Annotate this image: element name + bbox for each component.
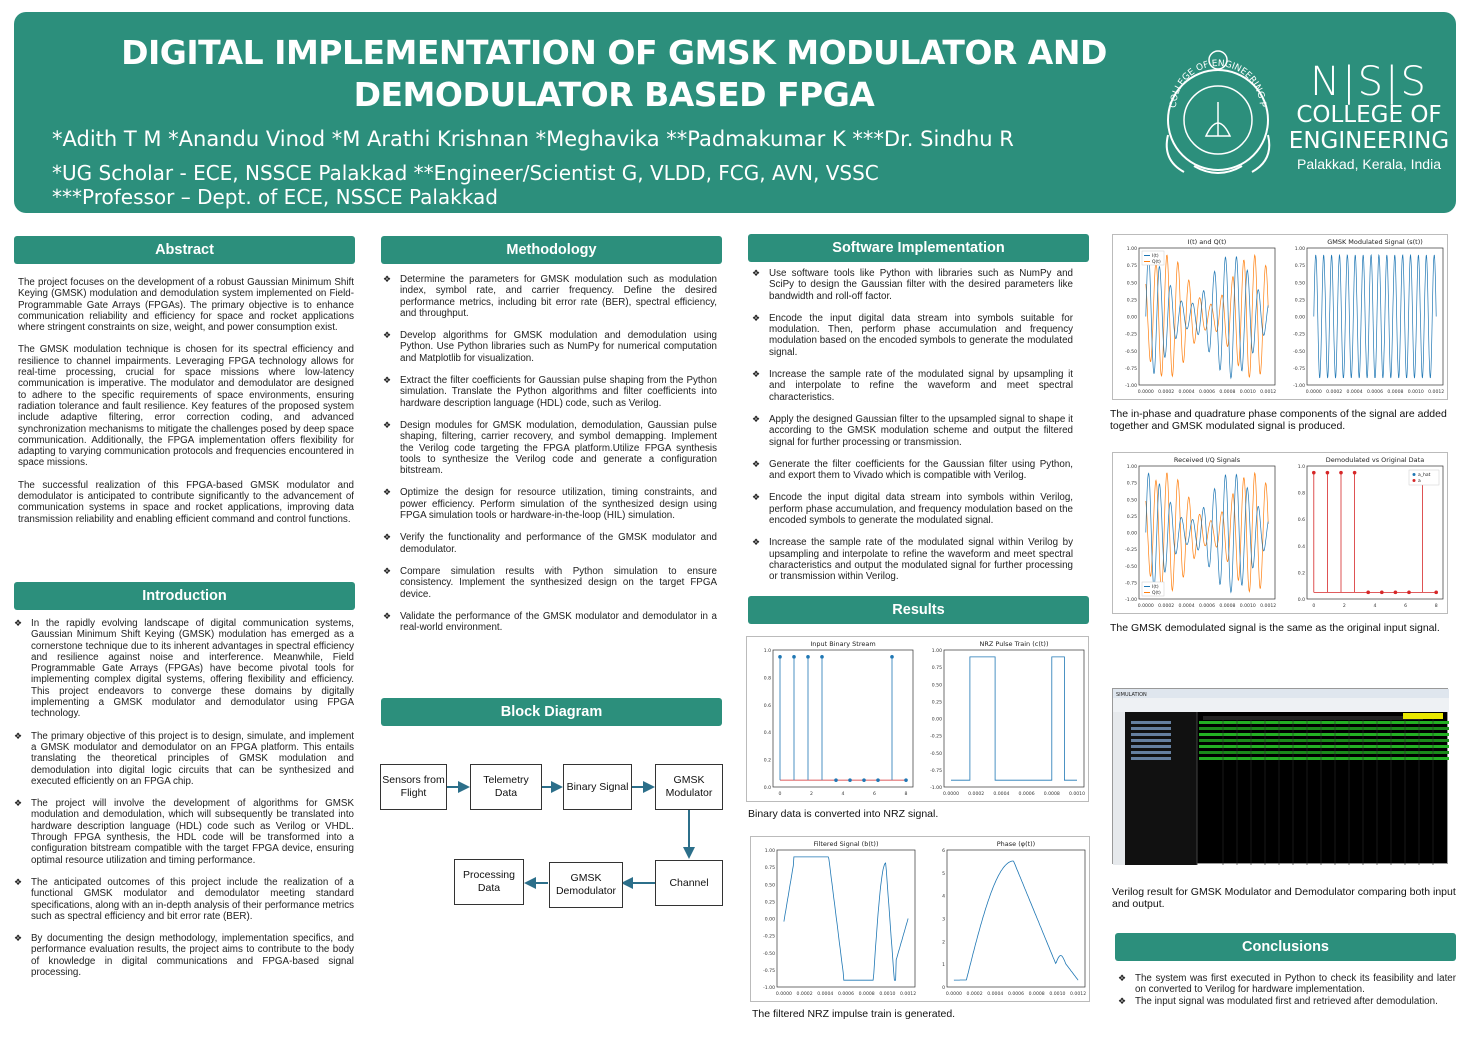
logo-nss: N|S|S [1310, 59, 1428, 105]
y-tick-label: -0.75 [1293, 366, 1305, 372]
methodology-item: ❖ Validate the performance of the GMSK modulator and demodulator in a real-world environment. [383, 611, 717, 634]
emblem-text: COLLEGE OF ENGINEERING P [1168, 58, 1268, 109]
y-tick-label: 0.50 [1126, 281, 1137, 287]
block-processing-data: Processing Data [454, 859, 524, 905]
modulation-figure [1112, 234, 1448, 400]
methodology-item: ❖ Extract the filter coefficients for Gaussian pulse shaping from the Python simulation. Translate the Python algorithms and filter coefficients into hardware description language (HDL) code, such as Verilog. [383, 375, 717, 409]
chart-iq2 [1113, 453, 1281, 615]
x-tick-label: 0.0006 [1198, 604, 1216, 609]
x-tick-label: 0.0004 [1178, 604, 1195, 609]
software-item: ❖ Increase the sample rate of the modulated signal within Verilog by upsampling and interpolate to refine the waveform and meet spectral characteristics and output the modulated signal for further processing or transmission within Verilog. [752, 537, 1073, 582]
chart-mod [1281, 235, 1449, 401]
x-tick-label: 0.0002 [1326, 390, 1343, 395]
software-item: ❖ Increase the sample rate of the modulated signal by upsampling it and interpolate to refine the waveform and meet spectral characteristics. [752, 369, 1073, 403]
y-tick-label: 0.25 [1126, 514, 1137, 520]
svg-text:COLLEGE OF ENGINEERING PALAKKA [1154, 40, 1267, 108]
introduction-list [14, 618, 354, 989]
conclusions-heading: Conclusions [1115, 933, 1456, 961]
x-tick-label: 0.0004 [987, 992, 1004, 997]
y-tick-label: 0.25 [1126, 298, 1137, 304]
college-logo [1284, 59, 1454, 174]
chart-title: I(t) and Q(t) [1187, 238, 1227, 246]
x-tick-label: 0.0006 [837, 992, 855, 997]
x-tick-label: 6 [1404, 604, 1408, 609]
y-tick-label: 0.6 [763, 703, 771, 709]
y-tick-label: -1.00 [1293, 384, 1305, 389]
y-tick-label: 0.50 [931, 683, 942, 689]
waveform-trace [1199, 751, 1449, 754]
y-tick-label: 0.4 [763, 731, 771, 737]
software-item: ❖ Encode the input digital data stream into symbols suitable for modulation. Then, perform phase accumulation and frequency modulation based on the encoded symbols to generate the modulated signal. [752, 313, 1073, 358]
y-tick-label: 0.2 [763, 758, 771, 764]
y-tick-label: -0.25 [1125, 332, 1137, 338]
x-tick-label: 0 [778, 792, 782, 797]
x-tick-label: 2 [810, 792, 813, 797]
y-tick-label: 0.75 [1294, 264, 1305, 270]
x-tick-label: 0.0012 [900, 992, 917, 997]
stem-marker [862, 778, 866, 782]
results-caption-1: Binary data is converted into NRZ signal. [748, 808, 939, 820]
logo-college-line2: ENGINEERING [1288, 128, 1450, 154]
x-tick-label: 0.0010 [1068, 792, 1086, 797]
y-tick-label: 3 [942, 917, 945, 923]
y-tick-label: 0.8 [763, 676, 771, 682]
stem-marker [792, 655, 796, 659]
y-tick-label: 0.75 [764, 866, 775, 872]
y-tick-label: -0.50 [1125, 349, 1137, 355]
abstract-paragraph: The GMSK modulation technique is chosen for its spectral efficiency and resilience to channel impairments. Leveraging FPGA technology allows for real-time processing, crucial for space missions where low-latency communication is imperative. The modulator and demodulator are designed to adhere to the specific requirements of space environments, ensuring radiation tolerance and fault resilience. Key features of the proposed system include adaptive filtering, error correction coding, and advanced synchronization mechanisms to mitigate the challenges posed by deep space communication. Additionally, the FPGA implementation offers flexibility for adapting to varying communication protocols and frequencies encountered in space missions. [18, 344, 354, 469]
methodology-item: ❖ Determine the parameters for GMSK modulation such as modulation index, symbol rate, and carrier frequency. Define the desired performance metrics, including bit error rate (BER), spectral efficiency, and throughput. [383, 274, 717, 319]
x-tick-label: 0.0000 [1137, 604, 1154, 609]
y-tick-label: 1.00 [1294, 247, 1305, 252]
signal-name [1131, 721, 1171, 724]
y-tick-label: 0.25 [1294, 298, 1305, 304]
y-tick-label: -0.50 [1125, 564, 1137, 570]
x-tick-label: 6 [873, 792, 876, 797]
demodulation-caption: The GMSK demodulated signal is the same as the original input signal. [1110, 622, 1440, 634]
signal-name [1131, 757, 1171, 760]
y-tick-label: 0.00 [1126, 315, 1137, 321]
x-tick-label: 0.0000 [1137, 390, 1154, 395]
y-tick-label: 0.6 [1297, 518, 1305, 524]
poster-header [14, 12, 1456, 213]
x-tick-label: 8 [1434, 604, 1438, 609]
y-tick-label: -1.00 [930, 786, 942, 791]
x-tick-label: 0.0012 [1260, 604, 1277, 609]
chart-title: Received I/Q Signals [1173, 456, 1241, 464]
stem-marker [876, 778, 880, 782]
chart-title: Filtered Signal (b(t)) [813, 840, 879, 848]
y-tick-label: 1.00 [764, 849, 775, 854]
x-tick-label: 0.0008 [858, 992, 875, 997]
x-tick-label: 0.0006 [1198, 390, 1216, 395]
y-tick-label: 0.0 [1297, 598, 1305, 603]
waveform-trace [1199, 733, 1449, 736]
y-tick-label: -1.00 [763, 986, 775, 991]
logo-college-line1: COLLEGE OF [1296, 102, 1442, 128]
signal-name [1131, 733, 1171, 736]
chart-title: NRZ Pulse Train (c(t)) [979, 640, 1049, 648]
waveform-trace [1199, 739, 1449, 742]
y-tick-label: 1.00 [1126, 465, 1137, 470]
chart-title: Demodulated vs Original Data [1325, 456, 1425, 464]
x-tick-label: 0.0004 [1178, 390, 1195, 395]
x-tick-label: 0.0010 [879, 992, 896, 997]
chart-title: GMSK Modulated Signal (s(t)) [1327, 238, 1423, 246]
logo-place: Palakkad, Kerala, India [1297, 156, 1441, 172]
introduction-item: ❖ By documenting the design methodology, implementation specifics, and performance evaluation results, the project aims to contribute to the body of knowledge in digital communications and FPGA-based signal processing. [14, 933, 354, 978]
introduction-heading: Introduction [14, 582, 355, 610]
plot-area [777, 850, 915, 987]
y-tick-label: 0.25 [764, 900, 775, 906]
x-tick-label: 0.0002 [1158, 390, 1175, 395]
waveform-trace [1199, 757, 1449, 760]
legend-marker [1413, 479, 1416, 482]
conclusions-list [1118, 973, 1456, 1007]
conclusion-item: ❖ The system was first executed in Python to check its feasibility and later on converted to Verilog for hardware implementation. [1118, 973, 1456, 996]
chart-title: Input Binary Stream [810, 640, 876, 648]
x-tick-label: 0.0012 [1428, 390, 1445, 395]
chart-title: Phase (φ(t)) [996, 840, 1036, 848]
x-tick-label: 0.0004 [993, 792, 1010, 797]
y-tick-label: 0.25 [931, 700, 942, 706]
waveform-trace [1199, 727, 1449, 730]
x-tick-label: 0.0010 [1049, 992, 1066, 997]
x-tick-label: 0.0002 [796, 992, 813, 997]
stem-marker [1407, 591, 1411, 595]
abstract-paragraph: The project focuses on the development of a robust Gaussian Minimum Shift Keying (GMSK) modulation and demodulation system implemented on Field-Programmable Gate Arrays (FPGAs). The primary objective is to enhance communication reliability and efficiency for space and rocket applications where stringent constraints on size, weight, and power consumption exist. [18, 277, 354, 334]
y-tick-label: 1 [942, 963, 945, 969]
methodology-item: ❖ Verify the functionality and performance of the GMSK modulator and demodulator. [383, 532, 717, 555]
stem-marker [806, 655, 810, 659]
plot-area [944, 650, 1084, 787]
software-item: ❖ Encode the input digital data stream into symbols within Verilog, perform phase accumulation, and frequency modulation based on the encoded symbols to generate the modulated signal. [752, 492, 1073, 526]
results-caption-2: The filtered NRZ impulse train is generated. [752, 1008, 956, 1020]
x-tick-label: 0.0010 [1407, 390, 1424, 395]
legend-marker [1413, 473, 1416, 476]
x-tick-label: 0.0004 [817, 992, 834, 997]
abstract-paragraph: The successful realization of this FPGA-based GMSK modulator and demodulator is anticipated to contribute significantly to the advancement of communication systems in space and rocket applications, improving data transmission reliability and enabling efficient command and control functions. [18, 479, 354, 525]
chart-iq [1113, 235, 1281, 401]
college-emblem-icon [1154, 40, 1282, 190]
x-tick-label: 0.0008 [1028, 992, 1045, 997]
x-tick-label: 0.0008 [1219, 390, 1236, 395]
x-tick-label: 0.0012 [1260, 390, 1277, 395]
methodology-item: ❖ Design modules for GMSK modulation, demodulation, Gaussian pulse shaping, filtering, carrier recovery, and symbol demapping. Implement the Verilog code targeting the FPGA platform.Utilize FPGA synthesis tools to synthesize the Verilog code and generate a configuration bitstream. [383, 420, 717, 476]
legend-label: I(t) [1152, 585, 1159, 590]
abstract-body [18, 277, 354, 536]
verilog-caption: Verilog result for GMSK Modulator and Demodulator comparing both input and output. [1112, 886, 1456, 910]
x-tick-label: 0.0002 [968, 792, 985, 797]
block-telemetry: Telemetry Data [470, 764, 542, 810]
plot-area [1139, 466, 1275, 599]
introduction-item: ❖ The anticipated outcomes of this project include the realization of a functional GMSK modulator and demodulator meeting standard specifications, along with an in-depth analysis of their performance metrics such as spectral efficiency and bit error rate (BER). [14, 877, 354, 922]
stem-marker [1312, 471, 1316, 475]
x-tick-label: 4 [1373, 604, 1377, 609]
results-figure-2 [750, 836, 1090, 1002]
y-tick-label: 0.2 [1297, 571, 1305, 577]
stem-marker [890, 655, 894, 659]
y-tick-label: 0 [942, 986, 945, 991]
software-item: ❖ Apply the designed Gaussian filter to the upsampled signal to shape it according to the GMSK modulation scheme and output the filtered signal for further processing or transmission. [752, 414, 1073, 448]
x-tick-label: 4 [841, 792, 845, 797]
affiliation-2: ***Professor – Dept. of ECE, NSSCE Palakkad [52, 185, 498, 209]
x-tick-label: 0.0012 [1070, 992, 1087, 997]
x-tick-label: 8 [904, 792, 908, 797]
chart-stem [747, 637, 919, 803]
modulation-caption: The in-phase and quadrature phase components of the signal are added together and GMSK modulated signal is produced. [1110, 408, 1447, 432]
y-tick-label: 0.50 [1126, 498, 1137, 504]
x-tick-label: 0.0006 [1007, 992, 1025, 997]
y-tick-label: -0.75 [1125, 366, 1137, 372]
signal-name [1131, 739, 1171, 742]
plot-area [947, 850, 1085, 987]
legend-label: Q(t) [1152, 260, 1161, 265]
introduction-item: ❖ The project will involve the development of algorithms for GMSK modulation and demodulation, which will subsequently be translated into hardware description language (HDL) code such as Verilog or VHDL. Through FPGA synthesis, the HDL code will be transformed into a configuration bitstream compatible with the target FPGA device, ensuring optimal resource utilization and timing performance. [14, 798, 354, 866]
block-diagram [378, 742, 723, 922]
legend-label: a_hat [1418, 473, 1431, 478]
y-tick-label: 0.00 [1126, 531, 1137, 537]
x-tick-label: 0.0004 [1346, 390, 1363, 395]
block-binary-signal: Binary Signal [563, 764, 632, 810]
software-item: ❖ Use software tools like Python with libraries such as NumPy and SciPy to design the Gaussian filter with the desired parameters like bandwidth and roll-off factor. [752, 268, 1073, 302]
x-tick-label: 0.0002 [966, 992, 983, 997]
stem-marker [1339, 471, 1343, 475]
methodology-heading: Methodology [381, 236, 722, 264]
stem-marker [904, 778, 908, 782]
results-figure-1 [746, 636, 1089, 802]
legend-label: I(t) [1152, 254, 1159, 259]
y-tick-label: 0.8 [1297, 491, 1305, 497]
y-tick-label: -1.00 [1125, 598, 1137, 603]
y-tick-label: -0.75 [1125, 581, 1137, 587]
stem-marker [1394, 591, 1398, 595]
y-tick-label: 0.4 [1297, 544, 1305, 550]
simulation-title: SIMULATION [1116, 692, 1147, 698]
legend-label: a [1418, 479, 1421, 484]
y-tick-label: 1.00 [1126, 247, 1137, 252]
x-tick-label: 0.0008 [1219, 604, 1236, 609]
software-list [752, 268, 1073, 594]
y-tick-label: -0.25 [763, 934, 775, 940]
stem-marker [1380, 591, 1384, 595]
chart-filt [751, 837, 921, 1003]
y-tick-label: -0.25 [1125, 548, 1137, 554]
y-tick-label: 5 [942, 871, 945, 877]
y-tick-label: 2 [942, 940, 945, 946]
y-tick-label: 0.00 [764, 917, 775, 923]
y-tick-label: 0.50 [764, 883, 775, 889]
vivado-simulation-screenshot [1112, 688, 1448, 864]
methodology-list [383, 274, 717, 644]
y-tick-label: 0.00 [931, 717, 942, 723]
conclusion-item: ❖ The input signal was modulated first and retrieved after demodulation. [1118, 996, 1456, 1007]
y-tick-label: -0.75 [930, 768, 942, 774]
methodology-item: ❖ Develop algorithms for GMSK modulation and demodulation using Python. Use Python libraries such as NumPy for numerical computation and Matplotlib for visualization. [383, 330, 717, 364]
y-tick-label: 0.0 [763, 786, 771, 791]
block-diagram-heading: Block Diagram [381, 698, 722, 726]
y-tick-label: 0.75 [1126, 481, 1137, 487]
y-tick-label: -0.25 [1293, 332, 1305, 338]
chart-nrz [918, 637, 1090, 803]
demodulation-figure [1112, 452, 1448, 614]
block-channel: Channel [655, 860, 723, 906]
y-tick-label: -0.25 [930, 734, 942, 740]
y-tick-label: 0.50 [1294, 281, 1305, 287]
x-tick-label: 0.0008 [1043, 792, 1060, 797]
affiliation-1: *UG Scholar - ECE, NSSCE Palakkad **Engineer/Scientist G, VLDD, FCG, AVN, VSSC [52, 161, 879, 185]
stem-marker [1353, 471, 1357, 475]
plot-area [1307, 248, 1443, 385]
software-heading: Software Implementation [748, 234, 1089, 262]
y-tick-label: 4 [942, 894, 945, 900]
chart-demod [1281, 453, 1449, 615]
stem-marker [1326, 471, 1330, 475]
stem-marker [834, 778, 838, 782]
x-tick-label: 0.0002 [1158, 604, 1175, 609]
x-tick-label: 0.0000 [775, 992, 792, 997]
poster-title: DIGITAL IMPLEMENTATION OF GMSK MODULATOR AND DEMODULATOR BASED FPGA [121, 33, 1107, 114]
y-tick-label: -0.50 [1293, 349, 1305, 355]
y-tick-label: 1.0 [1297, 465, 1305, 470]
results-heading: Results [748, 596, 1089, 624]
x-tick-label: 0.0000 [942, 792, 960, 797]
y-tick-label: -0.50 [763, 951, 775, 957]
methodology-item: ❖ Compare simulation results with Python simulation to ensure consistency. Implement the synthesized design on the target FPGA device. [383, 566, 717, 600]
waveform-trace [1199, 721, 1449, 724]
x-tick-label: 0.0000 [945, 992, 962, 997]
abstract-heading: Abstract [14, 236, 355, 264]
x-tick-label: 0.0010 [1239, 604, 1256, 609]
x-tick-label: 0.0008 [1387, 390, 1404, 395]
authors: *Adith T M *Anandu Vinod *M Arathi Krishnan *Meghavika **Padmakumar K ***Dr. Sindhu R [52, 127, 1014, 151]
stem-marker [848, 778, 852, 782]
software-item: ❖ Generate the filter coefficients for the Gaussian filter using Python, and export them to Vivado which is compatible with Verilog. [752, 459, 1073, 482]
stem-marker [778, 655, 782, 659]
introduction-item: ❖ The primary objective of this project is to design, simulate, and implement a GMSK modulator and demodulator on an FPGA platform. This entails translating the theoretical principles of GMSK modulation and demodulation into digital logic circuits that can be synthesized and executed efficiently on an FPGA chip. [14, 731, 354, 787]
block-gmsk-demodulator: GMSK Demodulator [549, 862, 623, 908]
plot-area [1139, 248, 1275, 385]
x-tick-label: 0.0006 [1018, 792, 1035, 797]
y-tick-label: 6 [942, 849, 945, 854]
x-tick-label: 0.0000 [1305, 390, 1322, 395]
y-tick-label: -0.50 [930, 751, 942, 757]
y-tick-label: 1.0 [763, 649, 771, 654]
stem-marker [1434, 591, 1438, 595]
y-tick-label: 0.75 [931, 666, 942, 672]
chart-phase [921, 837, 1091, 1003]
x-tick-label: 0 [1312, 604, 1316, 609]
x-tick-label: 0.0006 [1366, 390, 1384, 395]
stem-marker [820, 655, 824, 659]
y-tick-label: 1.00 [931, 649, 942, 654]
signal-name [1131, 745, 1171, 748]
introduction-item: ❖ In the rapidly evolving landscape of digital communication systems, Gaussian Minimum Shift Keying (GMSK) modulation has emerged as a cornerstone technique due to its inherent advantages in spectral efficiency and resilience against noise and interference. Meanwhile, Field Programmable Gate Arrays (FPGAs) have become pivotal tools for implementing complex digital systems, offering flexibility and efficiency. This project endeavors to converge these domains by digitally implementing a GMSK modulator and demodulator using FPGA technology. [14, 618, 354, 720]
y-tick-label: 0.75 [1126, 264, 1137, 270]
signal-name [1131, 727, 1171, 730]
legend-label: Q(t) [1152, 591, 1161, 596]
block-sensors: Sensors from Flight [380, 764, 447, 810]
methodology-item: ❖ Optimize the design for resource utilization, timing constraints, and power efficiency. Perform simulation of the synthesized design using FPGA simulation tools or hardware-in-the-loop (HIL) simulation. [383, 487, 717, 521]
simulation-waveform [1113, 689, 1449, 865]
y-tick-label: -0.75 [763, 968, 775, 974]
signal-name [1131, 751, 1171, 754]
waveform-trace [1199, 745, 1449, 748]
block-gmsk-modulator: GMSK Modulator [655, 764, 723, 810]
stem-marker [1366, 591, 1370, 595]
y-tick-label: 0.00 [1294, 315, 1305, 321]
y-tick-label: -1.00 [1125, 384, 1137, 389]
x-tick-label: 0.0010 [1239, 390, 1256, 395]
x-tick-label: 2 [1342, 604, 1346, 609]
